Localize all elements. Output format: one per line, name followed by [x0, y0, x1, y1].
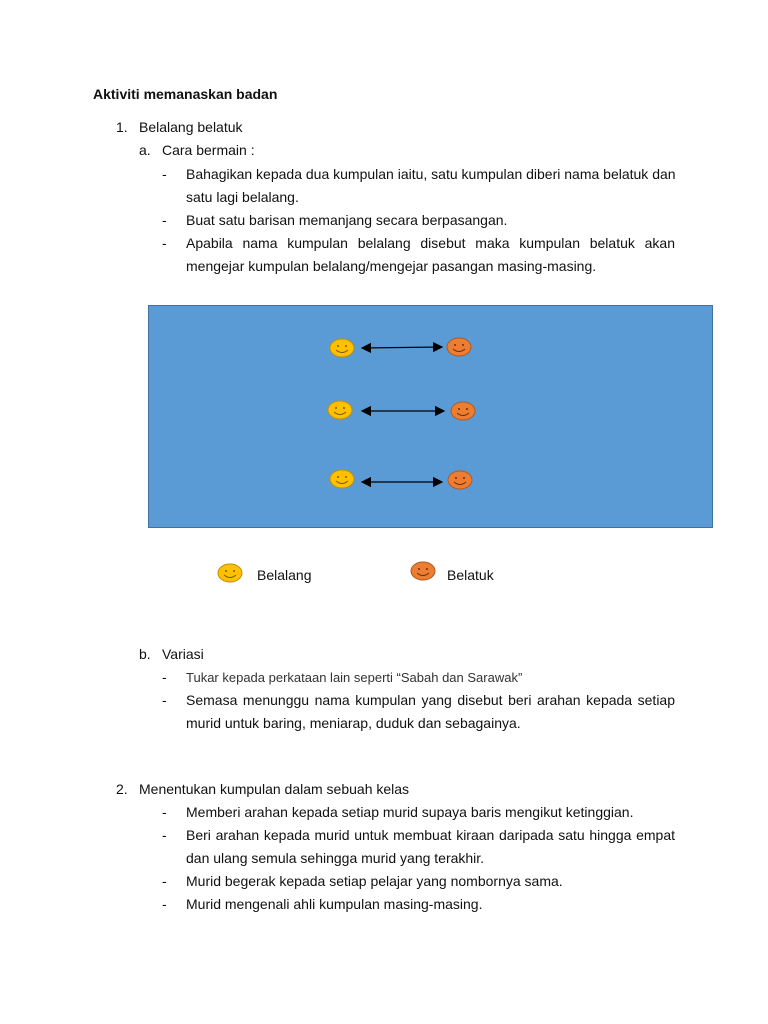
- list-item-continuation: murid untuk baring, meniarap, duduk dan sebagainya.: [186, 715, 521, 731]
- bullet-dash: -: [162, 212, 167, 228]
- list-item: Buat satu barisan memanjang secara berpasangan.: [186, 212, 508, 228]
- list-item: Semasa menunggu nama kumpulan yang disebut beri arahan kepada setiap: [186, 692, 675, 708]
- section-1-title: Belalang belatuk: [139, 119, 243, 135]
- bullet-dash: -: [162, 669, 167, 685]
- bullet-dash: -: [162, 166, 167, 182]
- belalang-smiley-icon: [330, 470, 354, 488]
- bullet-dash: -: [162, 692, 167, 708]
- list-item-continuation: satu lagi belalang.: [186, 189, 299, 205]
- belalang-smiley-icon: [330, 339, 354, 357]
- legend-belalang-icon: [218, 564, 242, 582]
- section-2-title: Menentukan kumpulan dalam sebuah kelas: [139, 781, 410, 797]
- bullet-dash: -: [162, 804, 167, 820]
- legend-belalang-label: Belalang: [257, 567, 312, 583]
- subsection-b-title: Variasi: [162, 646, 204, 662]
- belalang-smiley-icon: [328, 401, 352, 419]
- list-item-continuation: dan ulang semula sehingga murid yang terakhir.: [186, 850, 485, 866]
- list-item: Murid mengenali ahli kumpulan masing-masing.: [186, 896, 483, 912]
- subsection-a-title: Cara bermain :: [162, 142, 255, 158]
- bullet-dash: -: [162, 235, 167, 251]
- legend-belatuk-icon: [411, 562, 435, 580]
- belatuk-smiley-icon: [448, 471, 472, 489]
- page-title: Aktiviti memanaskan badan: [93, 86, 278, 102]
- list-item-continuation: mengejar kumpulan belalang/mengejar pasangan masing-masing.: [186, 258, 597, 274]
- belatuk-smiley-icon: [451, 402, 475, 420]
- section-1-number: 1.: [116, 119, 128, 135]
- bullet-dash: -: [162, 827, 167, 843]
- subsection-b-letter: b.: [139, 646, 151, 662]
- belatuk-smiley-icon: [447, 338, 471, 356]
- list-item: Murid begerak kepada setiap pelajar yang nombornya sama.: [186, 873, 563, 889]
- subsection-a-letter: a.: [139, 142, 151, 158]
- chase-arrow: [362, 347, 442, 348]
- list-item: Apabila nama kumpulan belalang disebut maka kumpulan belatuk akan: [186, 235, 675, 251]
- list-item: Bahagikan kepada dua kumpulan iaitu, satu kumpulan diberi nama belatuk dan: [186, 166, 676, 182]
- bullet-dash: -: [162, 873, 167, 889]
- list-item: Tukar kepada perkataan lain seperti “Sabah dan Sarawak”: [186, 670, 523, 685]
- list-item: Memberi arahan kepada setiap murid supaya baris mengikut ketinggian.: [186, 804, 634, 820]
- list-item: Beri arahan kepada murid untuk membuat kiraan daripada satu hingga empat: [186, 827, 675, 843]
- section-2-number: 2.: [116, 781, 128, 797]
- bullet-dash: -: [162, 896, 167, 912]
- legend-belatuk-label: Belatuk: [447, 567, 494, 583]
